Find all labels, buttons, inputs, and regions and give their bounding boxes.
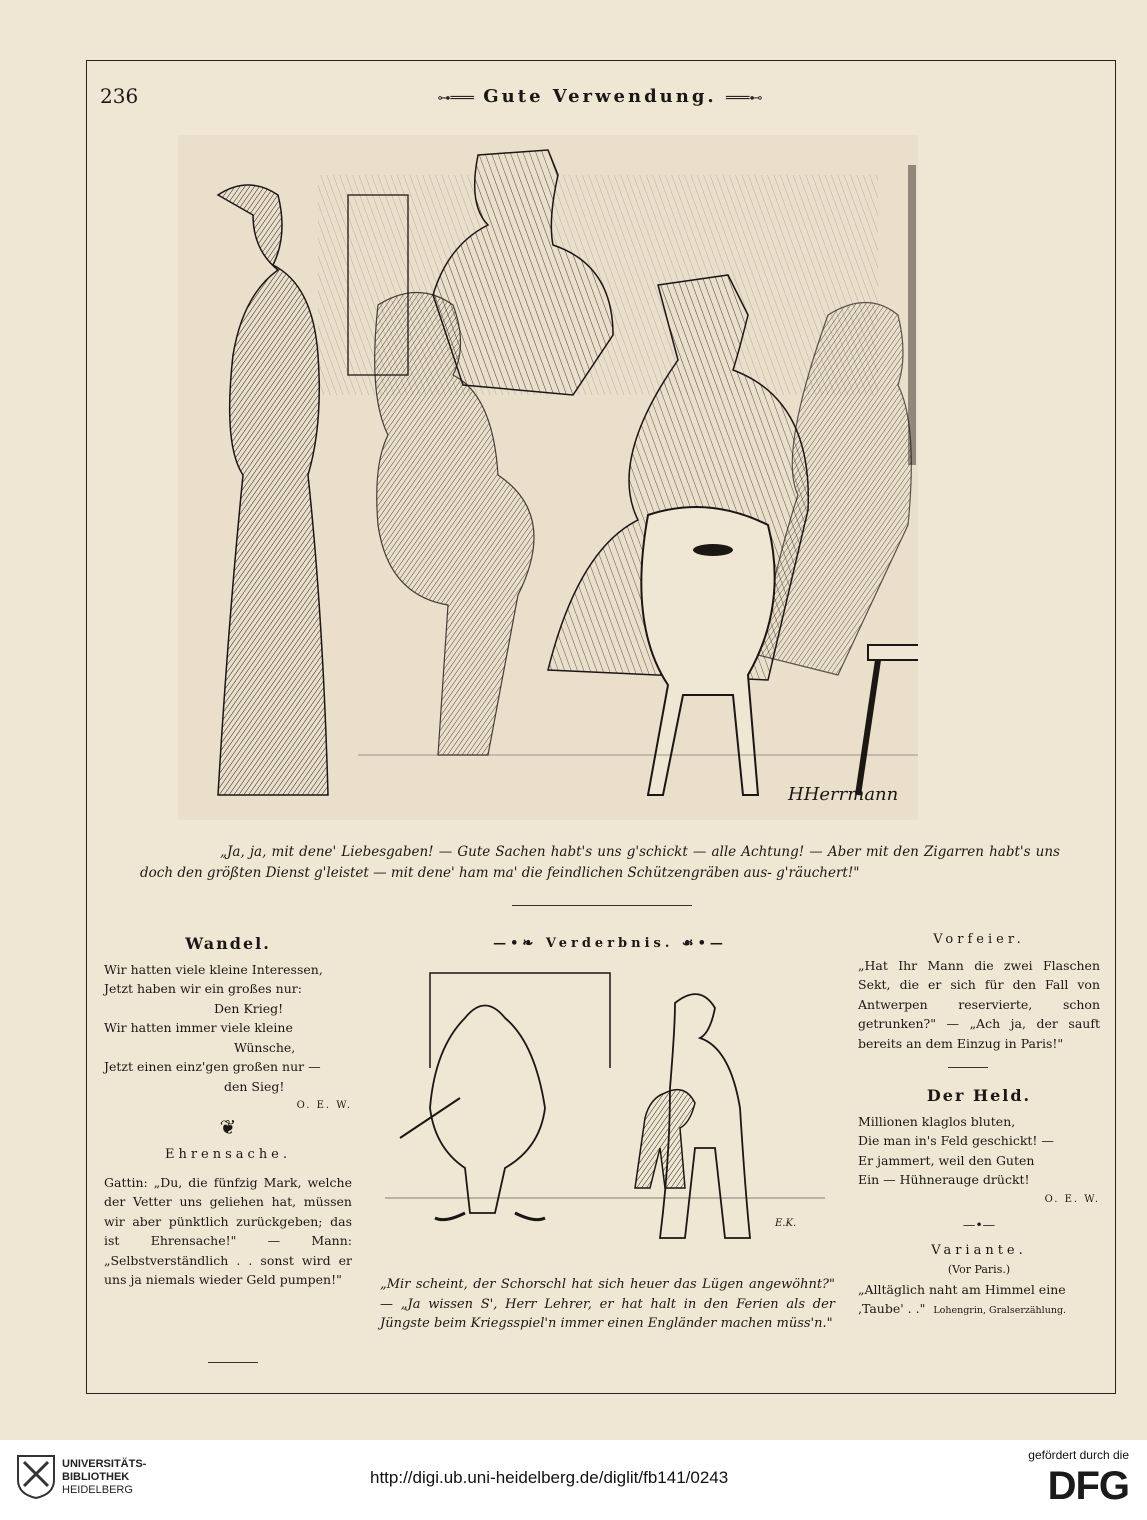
main-caption: [140, 842, 1060, 884]
institution-line: UNIVERSITÄTS-: [62, 1458, 147, 1470]
ornament-icon: —•—: [962, 1217, 996, 1232]
artist-signature: HHerrmann: [788, 784, 899, 805]
poem-wandel: [104, 960, 352, 1097]
poem-line: Den Krieg!: [214, 1000, 284, 1016]
poem-line: Er jammert, weil den Guten: [858, 1152, 1035, 1168]
svg-text:E.K.: E.K.: [775, 1218, 797, 1229]
ornament-icon: ❦: [219, 1114, 237, 1139]
column-center: [380, 934, 840, 954]
divider: [512, 905, 692, 906]
poem-line: Wünsche,: [234, 1039, 296, 1055]
title-verderbnis-text: Verderbnis.: [545, 936, 674, 951]
subtitle-variante: (Vor Paris.): [947, 1263, 1011, 1276]
flourish-right-icon: ☙•—: [673, 936, 727, 951]
illustration-teacher-boy: [385, 968, 835, 1268]
main-illustration: [178, 135, 918, 820]
caption-verderbnis: „Mir scheint, der Schorschl hat sich heuer das Lügen angewöhnt?" — „Ja wissen S', Herr Lehrer, er hat halt in den Ferien als der Jüngste beim Kriegsspiel'n immer einen Engländer machen müss'n.": [380, 1277, 835, 1331]
signature: O. E. W.: [296, 1100, 352, 1111]
running-title-text: Gute Verwendung.: [483, 86, 717, 107]
flourish-left-icon: —•❧: [493, 936, 546, 951]
title-ehrensache: Ehrensache.: [164, 1147, 292, 1162]
bench: [868, 645, 918, 660]
title-der-held: Der Held.: [926, 1086, 1032, 1105]
poem-line: Millionen klaglos bluten,: [858, 1113, 1016, 1129]
flourish-left-icon: ⊶═══: [437, 91, 475, 106]
poem-line: Ein — Hühnerauge drückt!: [858, 1172, 1030, 1187]
variante-quote: „Alltäglich naht am Himmel eine ‚Taube' . .": [858, 1281, 1066, 1316]
dfg-logo: DFG: [1047, 1464, 1129, 1508]
permalink-url[interactable]: http://digi.ub.uni-heidelberg.de/diglit/fb141/0243: [370, 1468, 729, 1487]
page-number: 236: [100, 84, 139, 108]
title-vorfeier: Vorfeier.: [933, 932, 1025, 947]
running-title: [420, 86, 780, 107]
flourish-right-icon: ═══⊷: [725, 91, 763, 106]
poem-line: Wir hatten immer viele kleine: [104, 1020, 293, 1035]
main-caption-text: „Ja, ja, mit dene' Liebesgaben! — Gute Sachen habt's uns g'schickt — alle Achtung! — Aber mit den Zigarren habt's uns doch den größten Dienst g'leistet — mit dene' ham ma' die feindlichen Schützengräben aus- g'räuchert!": [140, 844, 1060, 881]
text-variante: [858, 1280, 1100, 1321]
poem-line: Die man in's Feld geschickt! —: [858, 1133, 1054, 1148]
poem-line: Jetzt haben wir ein großes nur:: [104, 981, 302, 996]
university-shield-icon: [16, 1454, 56, 1500]
institution-name: [62, 1458, 146, 1497]
variante-source: Lohengrin, Gralserzählung.: [933, 1305, 1067, 1316]
text-ehrensache: Gattin: „Du, die fünfzig Mark, welche der Vetter uns geliehen hat, müssen wir aber pünktlich zurückgeben; das ist Ehrensache!" — Mann: „Selbstverständlich . . sonst wird er uns ja niemals wieder Geld pumpen!": [104, 1174, 352, 1287]
poem-line: Wir hatten viele kleine Interessen,: [104, 961, 323, 977]
funding-label: gefördert durch die: [1028, 1448, 1129, 1462]
digitization-footer: [0, 1440, 1147, 1520]
signature: O. E. W.: [1044, 1193, 1100, 1205]
divider: [948, 1067, 988, 1068]
title-wandel: Wandel.: [185, 934, 271, 953]
title-verderbnis: [380, 934, 840, 954]
poem-der-held: [858, 1112, 1100, 1190]
divider: [208, 1362, 258, 1363]
institution-line: BIBLIOTHEK: [62, 1471, 130, 1483]
text-vorfeier: „Hat Ihr Mann die zwei Flaschen Sekt, die er sich für den Fall von Antwerpen reservierte, schon getrunken?" — „Ach ja, der sauft bereits an dem Einzug in Paris!": [858, 957, 1100, 1051]
column-right: [858, 930, 1100, 1321]
column-left: [104, 934, 352, 1290]
poem-line: den Sieg!: [224, 1078, 285, 1094]
figure-teacher: [430, 1006, 545, 1214]
institution-line: HEIDELBERG: [62, 1484, 133, 1496]
title-variante: Variante.: [931, 1242, 1027, 1258]
poem-line: Jetzt einen einz'gen großen nur —: [104, 1059, 321, 1074]
